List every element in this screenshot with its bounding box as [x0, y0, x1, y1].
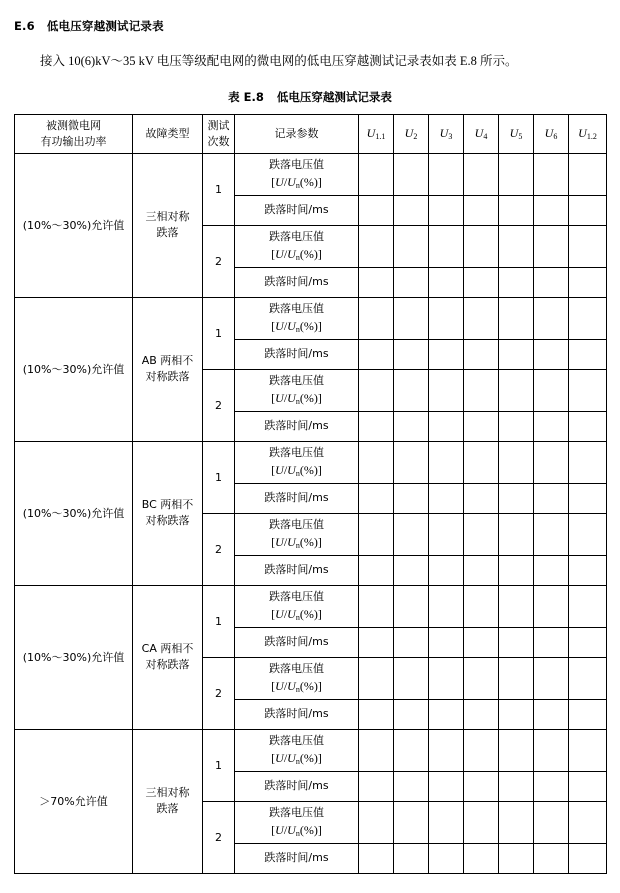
header-u11: $U_{1.1}$	[359, 114, 394, 153]
value-cell[interactable]	[464, 585, 499, 627]
param-cell-drop-voltage: 跌落电压值 $[U/U_n(\%)]$	[235, 801, 359, 843]
header-u6: $U_6$	[534, 114, 569, 153]
value-cell[interactable]	[429, 843, 464, 873]
value-cell[interactable]	[429, 297, 464, 339]
value-cell[interactable]	[499, 267, 534, 297]
drop-voltage-formula: $[U/U_n(\%)]$	[271, 535, 322, 550]
value-cell[interactable]	[534, 441, 569, 483]
param-cell-drop-voltage: 跌落电压值 $[U/U_n(\%)]$	[235, 369, 359, 411]
value-cell[interactable]	[569, 153, 607, 195]
param-cell-drop-voltage: 跌落电压值 $[U/U_n(\%)]$	[235, 513, 359, 555]
value-cell[interactable]	[464, 771, 499, 801]
value-cell[interactable]	[569, 339, 607, 369]
value-cell[interactable]	[464, 801, 499, 843]
header-power: 被测微电网 有功输出功率	[15, 114, 133, 153]
value-cell[interactable]	[499, 297, 534, 339]
value-cell[interactable]	[394, 483, 429, 513]
value-cell[interactable]	[429, 225, 464, 267]
value-cell[interactable]	[394, 627, 429, 657]
value-cell[interactable]	[359, 441, 394, 483]
value-cell[interactable]	[464, 513, 499, 555]
value-cell[interactable]	[534, 297, 569, 339]
power-cell: (10%～30%)允许值	[15, 153, 133, 297]
value-cell[interactable]	[569, 585, 607, 627]
test-count-cell: 2	[203, 369, 235, 441]
drop-voltage-formula: $[U/U_n(\%)]$	[271, 607, 322, 622]
value-cell[interactable]	[569, 513, 607, 555]
value-cell[interactable]	[429, 729, 464, 771]
value-cell[interactable]	[569, 483, 607, 513]
value-cell[interactable]	[499, 843, 534, 873]
power-cell: ＞70%允许值	[15, 729, 133, 873]
value-cell[interactable]	[359, 369, 394, 411]
value-cell[interactable]	[429, 483, 464, 513]
value-cell[interactable]	[499, 555, 534, 585]
value-cell[interactable]	[569, 729, 607, 771]
header-u12: $U_{1.2}$	[569, 114, 607, 153]
value-cell[interactable]	[359, 729, 394, 771]
value-cell[interactable]	[394, 657, 429, 699]
param-cell-drop-voltage: 跌落电压值 $[U/U_n(\%)]$	[235, 729, 359, 771]
value-cell[interactable]	[464, 369, 499, 411]
section-number: E.6	[14, 19, 35, 33]
value-cell[interactable]	[499, 483, 534, 513]
value-cell[interactable]	[499, 411, 534, 441]
table-row	[15, 297, 607, 339]
param-cell-drop-voltage: 跌落电压值 $[U/U_n(\%)]$	[235, 297, 359, 339]
value-cell[interactable]	[359, 771, 394, 801]
value-cell[interactable]	[534, 843, 569, 873]
value-cell[interactable]	[499, 369, 534, 411]
test-count-cell: 2	[203, 513, 235, 585]
table-row	[15, 585, 607, 627]
value-cell[interactable]	[499, 729, 534, 771]
value-cell[interactable]	[394, 339, 429, 369]
value-cell[interactable]	[464, 297, 499, 339]
test-count-cell: 1	[203, 297, 235, 369]
value-cell[interactable]	[569, 369, 607, 411]
header-u2: $U_2$	[394, 114, 429, 153]
value-cell[interactable]	[464, 195, 499, 225]
drop-voltage-formula: $[U/U_n(\%)]$	[271, 319, 322, 334]
value-cell[interactable]	[429, 411, 464, 441]
power-cell: (10%～30%)允许值	[15, 585, 133, 729]
value-cell[interactable]	[569, 195, 607, 225]
drop-voltage-formula: $[U/U_n(\%)]$	[271, 823, 322, 838]
drop-voltage-formula: $[U/U_n(\%)]$	[271, 175, 322, 190]
value-cell[interactable]	[429, 339, 464, 369]
value-cell[interactable]	[534, 699, 569, 729]
header-record-param: 记录参数	[235, 114, 359, 153]
value-cell[interactable]	[499, 153, 534, 195]
table-caption	[14, 89, 606, 105]
header-u4: $U_4$	[464, 114, 499, 153]
param-cell-drop-time: 跌落时间/ms	[235, 771, 359, 801]
value-cell[interactable]	[569, 843, 607, 873]
value-cell[interactable]	[359, 843, 394, 873]
value-cell[interactable]	[394, 801, 429, 843]
test-count-cell: 1	[203, 153, 235, 225]
value-cell[interactable]	[394, 225, 429, 267]
value-cell[interactable]	[569, 441, 607, 483]
fault-type-cell: 三相对称 跌落	[133, 729, 203, 873]
param-cell-drop-time: 跌落时间/ms	[235, 555, 359, 585]
drop-voltage-formula: $[U/U_n(\%)]$	[271, 679, 322, 694]
value-cell[interactable]	[499, 699, 534, 729]
value-cell[interactable]	[534, 483, 569, 513]
value-cell[interactable]	[359, 513, 394, 555]
value-cell[interactable]	[534, 729, 569, 771]
param-cell-drop-time: 跌落时间/ms	[235, 267, 359, 297]
value-cell[interactable]	[394, 843, 429, 873]
value-cell[interactable]	[359, 555, 394, 585]
value-cell[interactable]	[429, 627, 464, 657]
value-cell[interactable]	[464, 153, 499, 195]
value-cell[interactable]	[499, 657, 534, 699]
param-cell-drop-time: 跌落时间/ms	[235, 483, 359, 513]
value-cell[interactable]	[429, 699, 464, 729]
value-cell[interactable]	[499, 195, 534, 225]
value-cell[interactable]	[534, 555, 569, 585]
table-row	[15, 153, 607, 195]
value-cell[interactable]	[464, 555, 499, 585]
power-cell: (10%～30%)允许值	[15, 297, 133, 441]
intro-paragraph: 接入 10(6)kV～35 kV 电压等级配电网的微电网的低电压穿越测试记录表如表 E.8 所示。	[40, 54, 518, 68]
value-cell[interactable]	[534, 513, 569, 555]
test-count-cell: 1	[203, 729, 235, 801]
header-test-count: 测试 次数	[203, 114, 235, 153]
fault-type-cell: CA 两相不 对称跌落	[133, 585, 203, 729]
value-cell[interactable]	[394, 771, 429, 801]
value-cell[interactable]	[534, 771, 569, 801]
value-cell[interactable]	[569, 801, 607, 843]
value-cell[interactable]	[359, 411, 394, 441]
param-cell-drop-time: 跌落时间/ms	[235, 195, 359, 225]
drop-voltage-formula: $[U/U_n(\%)]$	[271, 247, 322, 262]
table-caption-label: 表 E.8	[228, 89, 264, 104]
value-cell[interactable]	[394, 267, 429, 297]
value-cell[interactable]	[429, 441, 464, 483]
value-cell[interactable]	[499, 585, 534, 627]
value-cell[interactable]	[359, 657, 394, 699]
value-cell[interactable]	[499, 801, 534, 843]
fault-type-cell: 三相对称 跌落	[133, 153, 203, 297]
value-cell[interactable]	[359, 297, 394, 339]
section-title: 低电压穿越测试记录表	[46, 19, 164, 33]
value-cell[interactable]	[569, 411, 607, 441]
value-cell[interactable]	[394, 699, 429, 729]
value-cell[interactable]	[569, 627, 607, 657]
test-count-cell: 1	[203, 585, 235, 657]
section-heading	[14, 18, 606, 34]
param-cell-drop-time: 跌落时间/ms	[235, 699, 359, 729]
value-cell[interactable]	[499, 627, 534, 657]
param-cell-drop-voltage: 跌落电压值 $[U/U_n(\%)]$	[235, 585, 359, 627]
value-cell[interactable]	[569, 297, 607, 339]
value-cell[interactable]	[534, 585, 569, 627]
value-cell[interactable]	[534, 411, 569, 441]
test-count-cell: 1	[203, 441, 235, 513]
test-count-cell: 2	[203, 657, 235, 729]
value-cell[interactable]	[394, 555, 429, 585]
value-cell[interactable]	[534, 153, 569, 195]
value-cell[interactable]	[569, 225, 607, 267]
value-cell[interactable]	[359, 339, 394, 369]
value-cell[interactable]	[569, 657, 607, 699]
value-cell[interactable]	[569, 267, 607, 297]
value-cell[interactable]	[394, 441, 429, 483]
param-cell-drop-voltage: 跌落电压值 $[U/U_n(\%)]$	[235, 657, 359, 699]
drop-voltage-formula: $[U/U_n(\%)]$	[271, 751, 322, 766]
value-cell[interactable]	[499, 441, 534, 483]
value-cell[interactable]	[394, 369, 429, 411]
value-cell[interactable]	[569, 555, 607, 585]
value-cell[interactable]	[394, 411, 429, 441]
value-cell[interactable]	[429, 657, 464, 699]
value-cell[interactable]	[464, 699, 499, 729]
value-cell[interactable]	[534, 267, 569, 297]
value-cell[interactable]	[429, 153, 464, 195]
value-cell[interactable]	[359, 627, 394, 657]
value-cell[interactable]	[569, 699, 607, 729]
value-cell[interactable]	[464, 267, 499, 297]
value-cell[interactable]	[464, 843, 499, 873]
value-cell[interactable]	[464, 627, 499, 657]
value-cell[interactable]	[464, 657, 499, 699]
value-cell[interactable]	[429, 585, 464, 627]
value-cell[interactable]	[429, 369, 464, 411]
value-cell[interactable]	[464, 441, 499, 483]
value-cell[interactable]	[534, 369, 569, 411]
value-cell[interactable]	[534, 339, 569, 369]
value-cell[interactable]	[464, 483, 499, 513]
table-row	[15, 729, 607, 771]
value-cell[interactable]	[359, 267, 394, 297]
value-cell[interactable]	[359, 483, 394, 513]
param-cell-drop-time: 跌落时间/ms	[235, 411, 359, 441]
value-cell[interactable]	[429, 771, 464, 801]
value-cell[interactable]	[499, 513, 534, 555]
drop-voltage-formula: $[U/U_n(\%)]$	[271, 463, 322, 478]
value-cell[interactable]	[394, 585, 429, 627]
param-cell-drop-voltage: 跌落电压值 $[U/U_n(\%)]$	[235, 153, 359, 195]
param-cell-drop-time: 跌落时间/ms	[235, 843, 359, 873]
value-cell[interactable]	[394, 513, 429, 555]
table-header-row	[15, 114, 607, 153]
header-u3: $U_3$	[429, 114, 464, 153]
value-cell[interactable]	[429, 555, 464, 585]
fault-type-cell: AB 两相不 对称跌落	[133, 297, 203, 441]
fault-type-cell: BC 两相不 对称跌落	[133, 441, 203, 585]
lvrt-record-table	[14, 114, 607, 874]
value-cell[interactable]	[429, 801, 464, 843]
value-cell[interactable]	[359, 195, 394, 225]
value-cell[interactable]	[499, 339, 534, 369]
value-cell[interactable]	[464, 225, 499, 267]
drop-voltage-formula: $[U/U_n(\%)]$	[271, 391, 322, 406]
value-cell[interactable]	[394, 195, 429, 225]
value-cell[interactable]	[464, 729, 499, 771]
value-cell[interactable]	[534, 195, 569, 225]
param-cell-drop-time: 跌落时间/ms	[235, 627, 359, 657]
value-cell[interactable]	[534, 627, 569, 657]
test-count-cell: 2	[203, 225, 235, 297]
value-cell[interactable]	[499, 225, 534, 267]
value-cell[interactable]	[429, 513, 464, 555]
value-cell[interactable]	[534, 657, 569, 699]
value-cell[interactable]	[534, 801, 569, 843]
value-cell[interactable]	[464, 411, 499, 441]
value-cell[interactable]	[359, 225, 394, 267]
param-cell-drop-voltage: 跌落电压值 $[U/U_n(\%)]$	[235, 225, 359, 267]
table-body	[15, 153, 607, 873]
value-cell[interactable]	[359, 153, 394, 195]
value-cell[interactable]	[394, 153, 429, 195]
value-cell[interactable]	[464, 339, 499, 369]
param-cell-drop-voltage: 跌落电压值 $[U/U_n(\%)]$	[235, 441, 359, 483]
value-cell[interactable]	[359, 585, 394, 627]
value-cell[interactable]	[394, 729, 429, 771]
value-cell[interactable]	[429, 267, 464, 297]
header-u5: $U_5$	[499, 114, 534, 153]
value-cell[interactable]	[359, 699, 394, 729]
table-caption-title: 低电压穿越测试记录表	[276, 89, 392, 104]
value-cell[interactable]	[429, 195, 464, 225]
header-fault-type: 故障类型	[133, 114, 203, 153]
param-cell-drop-time: 跌落时间/ms	[235, 339, 359, 369]
value-cell[interactable]	[569, 771, 607, 801]
power-cell: (10%～30%)允许值	[15, 441, 133, 585]
table-row	[15, 441, 607, 483]
value-cell[interactable]	[394, 297, 429, 339]
value-cell[interactable]	[534, 225, 569, 267]
value-cell[interactable]	[359, 801, 394, 843]
value-cell[interactable]	[499, 771, 534, 801]
test-count-cell: 2	[203, 801, 235, 873]
